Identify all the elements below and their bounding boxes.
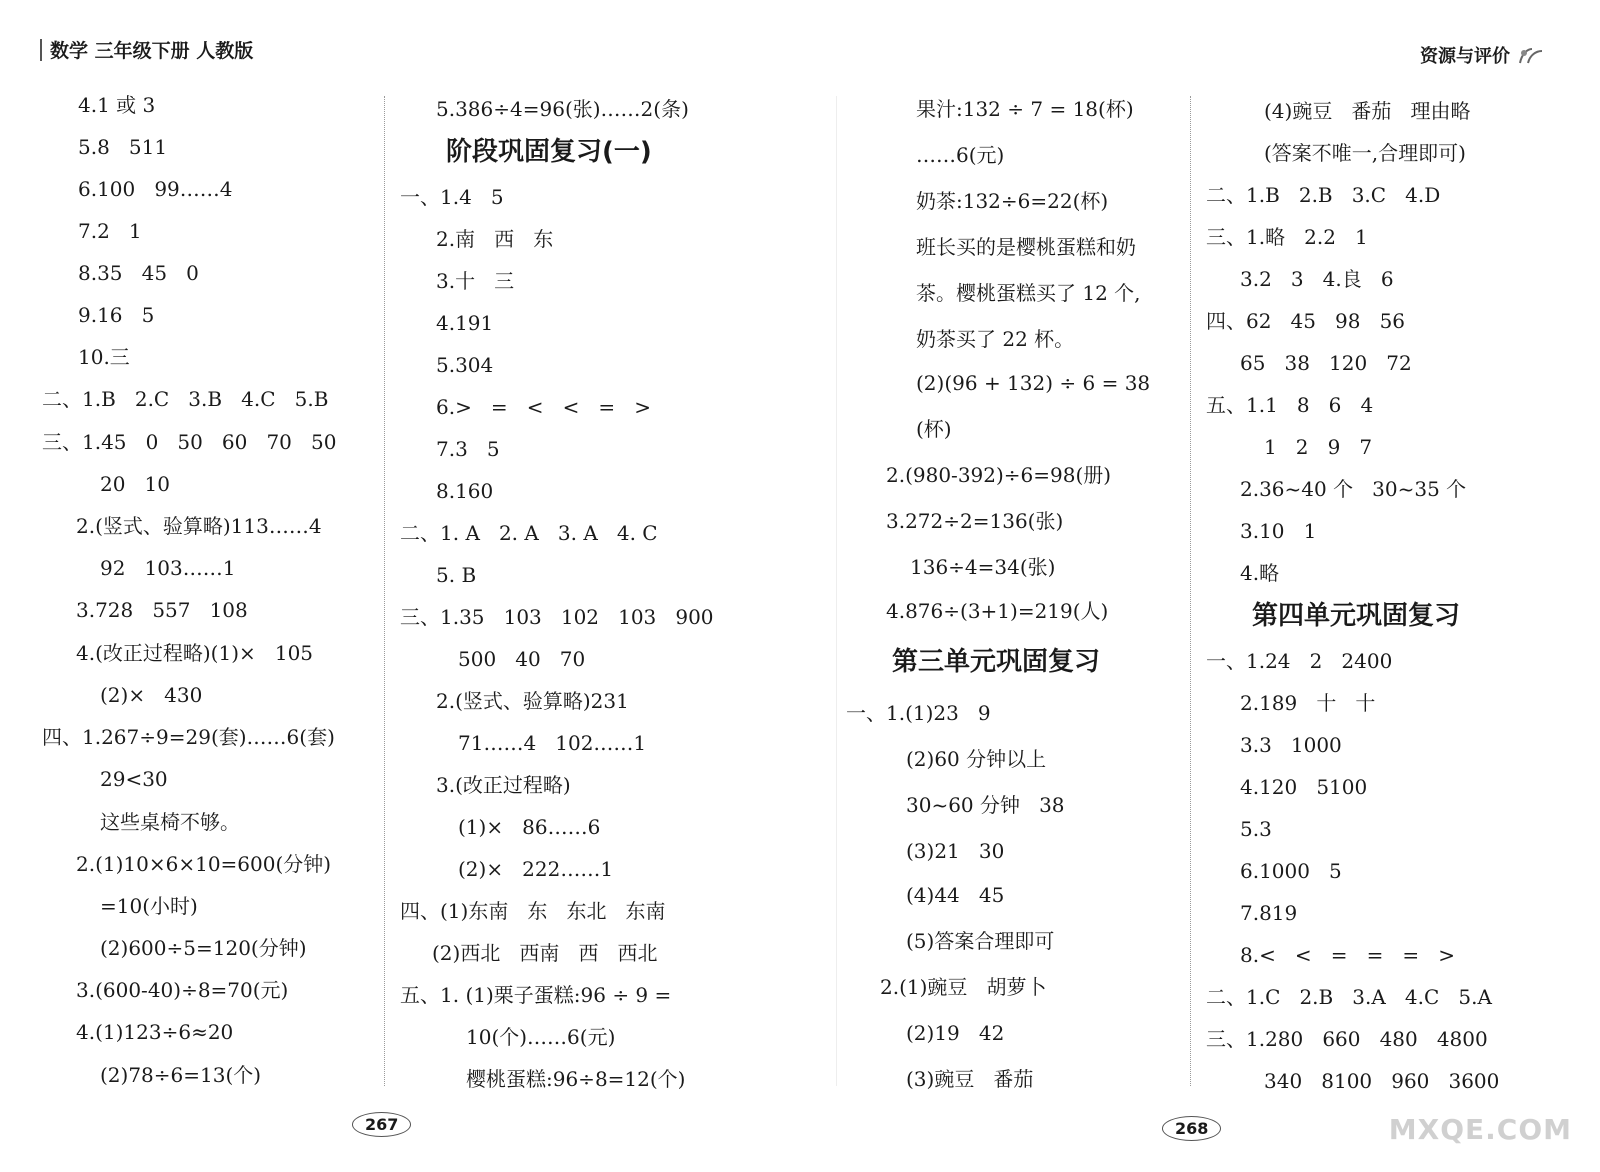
answer-line: 2.(竖式、验算略)113……4 [76,514,322,538]
answer-line: 2.36~40 个 30~35 个 [1240,477,1467,501]
answer-line: 2.(竖式、验算略)231 [436,689,629,713]
answer-line: (3)豌豆 番茄 [906,1067,1034,1091]
answer-line: (2)(96 + 132) ÷ 6 = 38 [916,371,1151,395]
answer-line: 4.略 [1240,561,1280,585]
answer-line: 3.2 3 4.良 6 [1240,267,1394,291]
answer-line: (1)× 86……6 [458,815,601,839]
answer-line: 10(个)……6(元) [466,1025,616,1049]
answer-line: 340 8100 960 3600 [1264,1069,1500,1093]
answer-line: (5)答案合理即可 [906,929,1055,953]
answer-line: 三、1.45 0 50 60 70 50 [42,430,337,454]
answer-line: 3.272÷2=136(张) [886,509,1064,533]
answer-line: 71……4 102……1 [458,731,647,755]
answer-line: 2.(1)豌豆 胡萝卜 [880,975,1047,999]
answer-line: 500 40 70 [458,647,586,671]
answer-line: 29<30 [100,767,168,791]
answer-line: 四、1.267÷9=29(套)……6(套) [42,725,335,749]
answer-line: 8.< < = = = > [1240,943,1455,967]
answer-line: (2)× 222……1 [458,857,614,881]
answer-line: 奶茶买了 22 杯。 [916,327,1075,351]
answer-line: (2)600÷5=120(分钟) [100,936,307,960]
answer-line: 二、1.C 2.B 3.A 4.C 5.A [1206,985,1492,1009]
sprout-icon [1516,45,1544,65]
answer-line: 10.三 [78,345,130,369]
answer-line: 四、(1)东南 东 东北 东南 [400,899,666,923]
watermark-logo: MXQE.COM [1388,1113,1572,1146]
answer-line: 7.3 5 [436,437,500,461]
answer-line: 92 103……1 [100,556,236,580]
book-title [40,36,253,63]
answer-line: 4.120 5100 [1240,775,1368,799]
answer-line: (答案不唯一,合理即可) [1264,141,1466,165]
answer-line: 3.(改正过程略) [436,773,571,797]
answer-line: 4.(1)123÷6≈20 [76,1020,234,1044]
answer-line: 5.386÷4=96(张)……2(条) [436,97,689,121]
section-heading: 第三单元巩固复习 [892,647,1101,677]
answer-line: (杯) [916,417,952,441]
answer-line: 6.1000 5 [1240,859,1342,883]
answer-line: 三、1.35 103 102 103 900 [400,605,714,629]
answer-line: 五、1. (1)栗子蛋糕:96 ÷ 9 = [400,983,672,1007]
header-bar-decoration [40,39,42,61]
answer-line: 2.189 十 十 [1240,691,1376,715]
series-title-text: 资源与评价 [1420,46,1510,67]
answer-line: 30~60 分钟 38 [906,793,1065,817]
section-heading: 第四单元巩固复习 [1252,601,1461,631]
answer-line: 5.304 [436,353,494,377]
column-divider-1 [384,96,385,1086]
answer-line: 3.3 1000 [1240,733,1342,757]
center-divider [836,96,837,1086]
answer-line: (3)21 30 [906,839,1005,863]
answer-line: (2)60 分钟以上 [906,747,1047,771]
answer-line: 二、1.B 2.C 3.B 4.C 5.B [42,387,329,411]
answer-line: 1 2 9 7 [1264,435,1373,459]
answer-line: 4.1 或 3 [78,93,156,117]
answer-line: 五、1.1 8 6 4 [1206,393,1374,417]
answer-line: ……6(元) [916,143,1005,167]
answer-line: 3.十 三 [436,269,515,293]
answer-line: 7.819 [1240,901,1298,925]
answer-line: 奶茶:132÷6=22(杯) [916,189,1109,213]
answer-line: 四、62 45 98 56 [1206,309,1406,333]
page-number-right: 268 [1162,1116,1221,1141]
answer-line: 3.728 557 108 [76,598,248,622]
answer-line: 4.191 [436,311,494,335]
column-divider-3 [1190,96,1191,1086]
answer-line: (2)19 42 [906,1021,1005,1045]
answer-line: 5.8 511 [78,135,168,159]
answer-line: 3.10 1 [1240,519,1317,543]
answer-line: (2)× 430 [100,683,203,707]
answer-line: 班长买的是樱桃蛋糕和奶 [916,235,1136,259]
answer-line: 2.(980-392)÷6=98(册) [886,463,1112,487]
answer-line: 一、1.(1)23 9 [846,701,991,725]
answer-line: =10(小时) [100,894,198,918]
answer-line: 136÷4=34(张) [910,555,1056,579]
answer-line: 7.2 1 [78,219,142,243]
answer-line: (2)西北 西南 西 西北 [432,941,658,965]
answer-line: (2)78÷6=13(个) [100,1063,262,1087]
answer-line: 9.16 5 [78,303,155,327]
answer-line: 这些桌椅不够。 [100,810,240,834]
page-number-left: 267 [352,1112,411,1137]
answer-line: (4)44 45 [906,883,1005,907]
answer-line: 2.南 西 东 [436,227,554,251]
answer-line: 6.100 99……4 [78,177,233,201]
answer-line: 二、1. A 2. A 3. A 4. C [400,521,658,545]
answer-line: 5. B [436,563,477,587]
answer-line: 8.35 45 0 [78,261,199,285]
series-title [1420,42,1544,68]
answer-line: 8.160 [436,479,494,503]
answer-line: (4)豌豆 番茄 理由略 [1264,99,1471,123]
answer-line: 3.(600-40)÷8=70(元) [76,978,289,1002]
book-title-text: 数学 三年级下册 人教版 [50,40,254,62]
answer-line: 三、1.280 660 480 4800 [1206,1027,1488,1051]
answer-line: 一、1.24 2 2400 [1206,649,1393,673]
answer-line: 20 10 [100,472,170,496]
answer-line: 65 38 120 72 [1240,351,1412,375]
answer-line: 4.(改正过程略)(1)× 105 [76,641,314,665]
answer-line: 一、1.4 5 [400,185,504,209]
answer-line: 茶。樱桃蛋糕买了 12 个, [916,281,1141,305]
answer-line: 二、1.B 2.B 3.C 4.D [1206,183,1441,207]
answer-line: 5.3 [1240,817,1272,841]
answer-line: 樱桃蛋糕:96÷8=12(个) [466,1067,686,1091]
answer-line: 4.876÷(3+1)=219(人) [886,599,1109,623]
answer-line: 果汁:132 ÷ 7 = 18(杯) [916,97,1134,121]
section-heading: 阶段巩固复习(一) [446,137,652,167]
answer-line: 6.> = < < = > [436,395,651,419]
answer-line: 三、1.略 2.2 1 [1206,225,1368,249]
answer-line: 2.(1)10×6×10=600(分钟) [76,852,332,876]
